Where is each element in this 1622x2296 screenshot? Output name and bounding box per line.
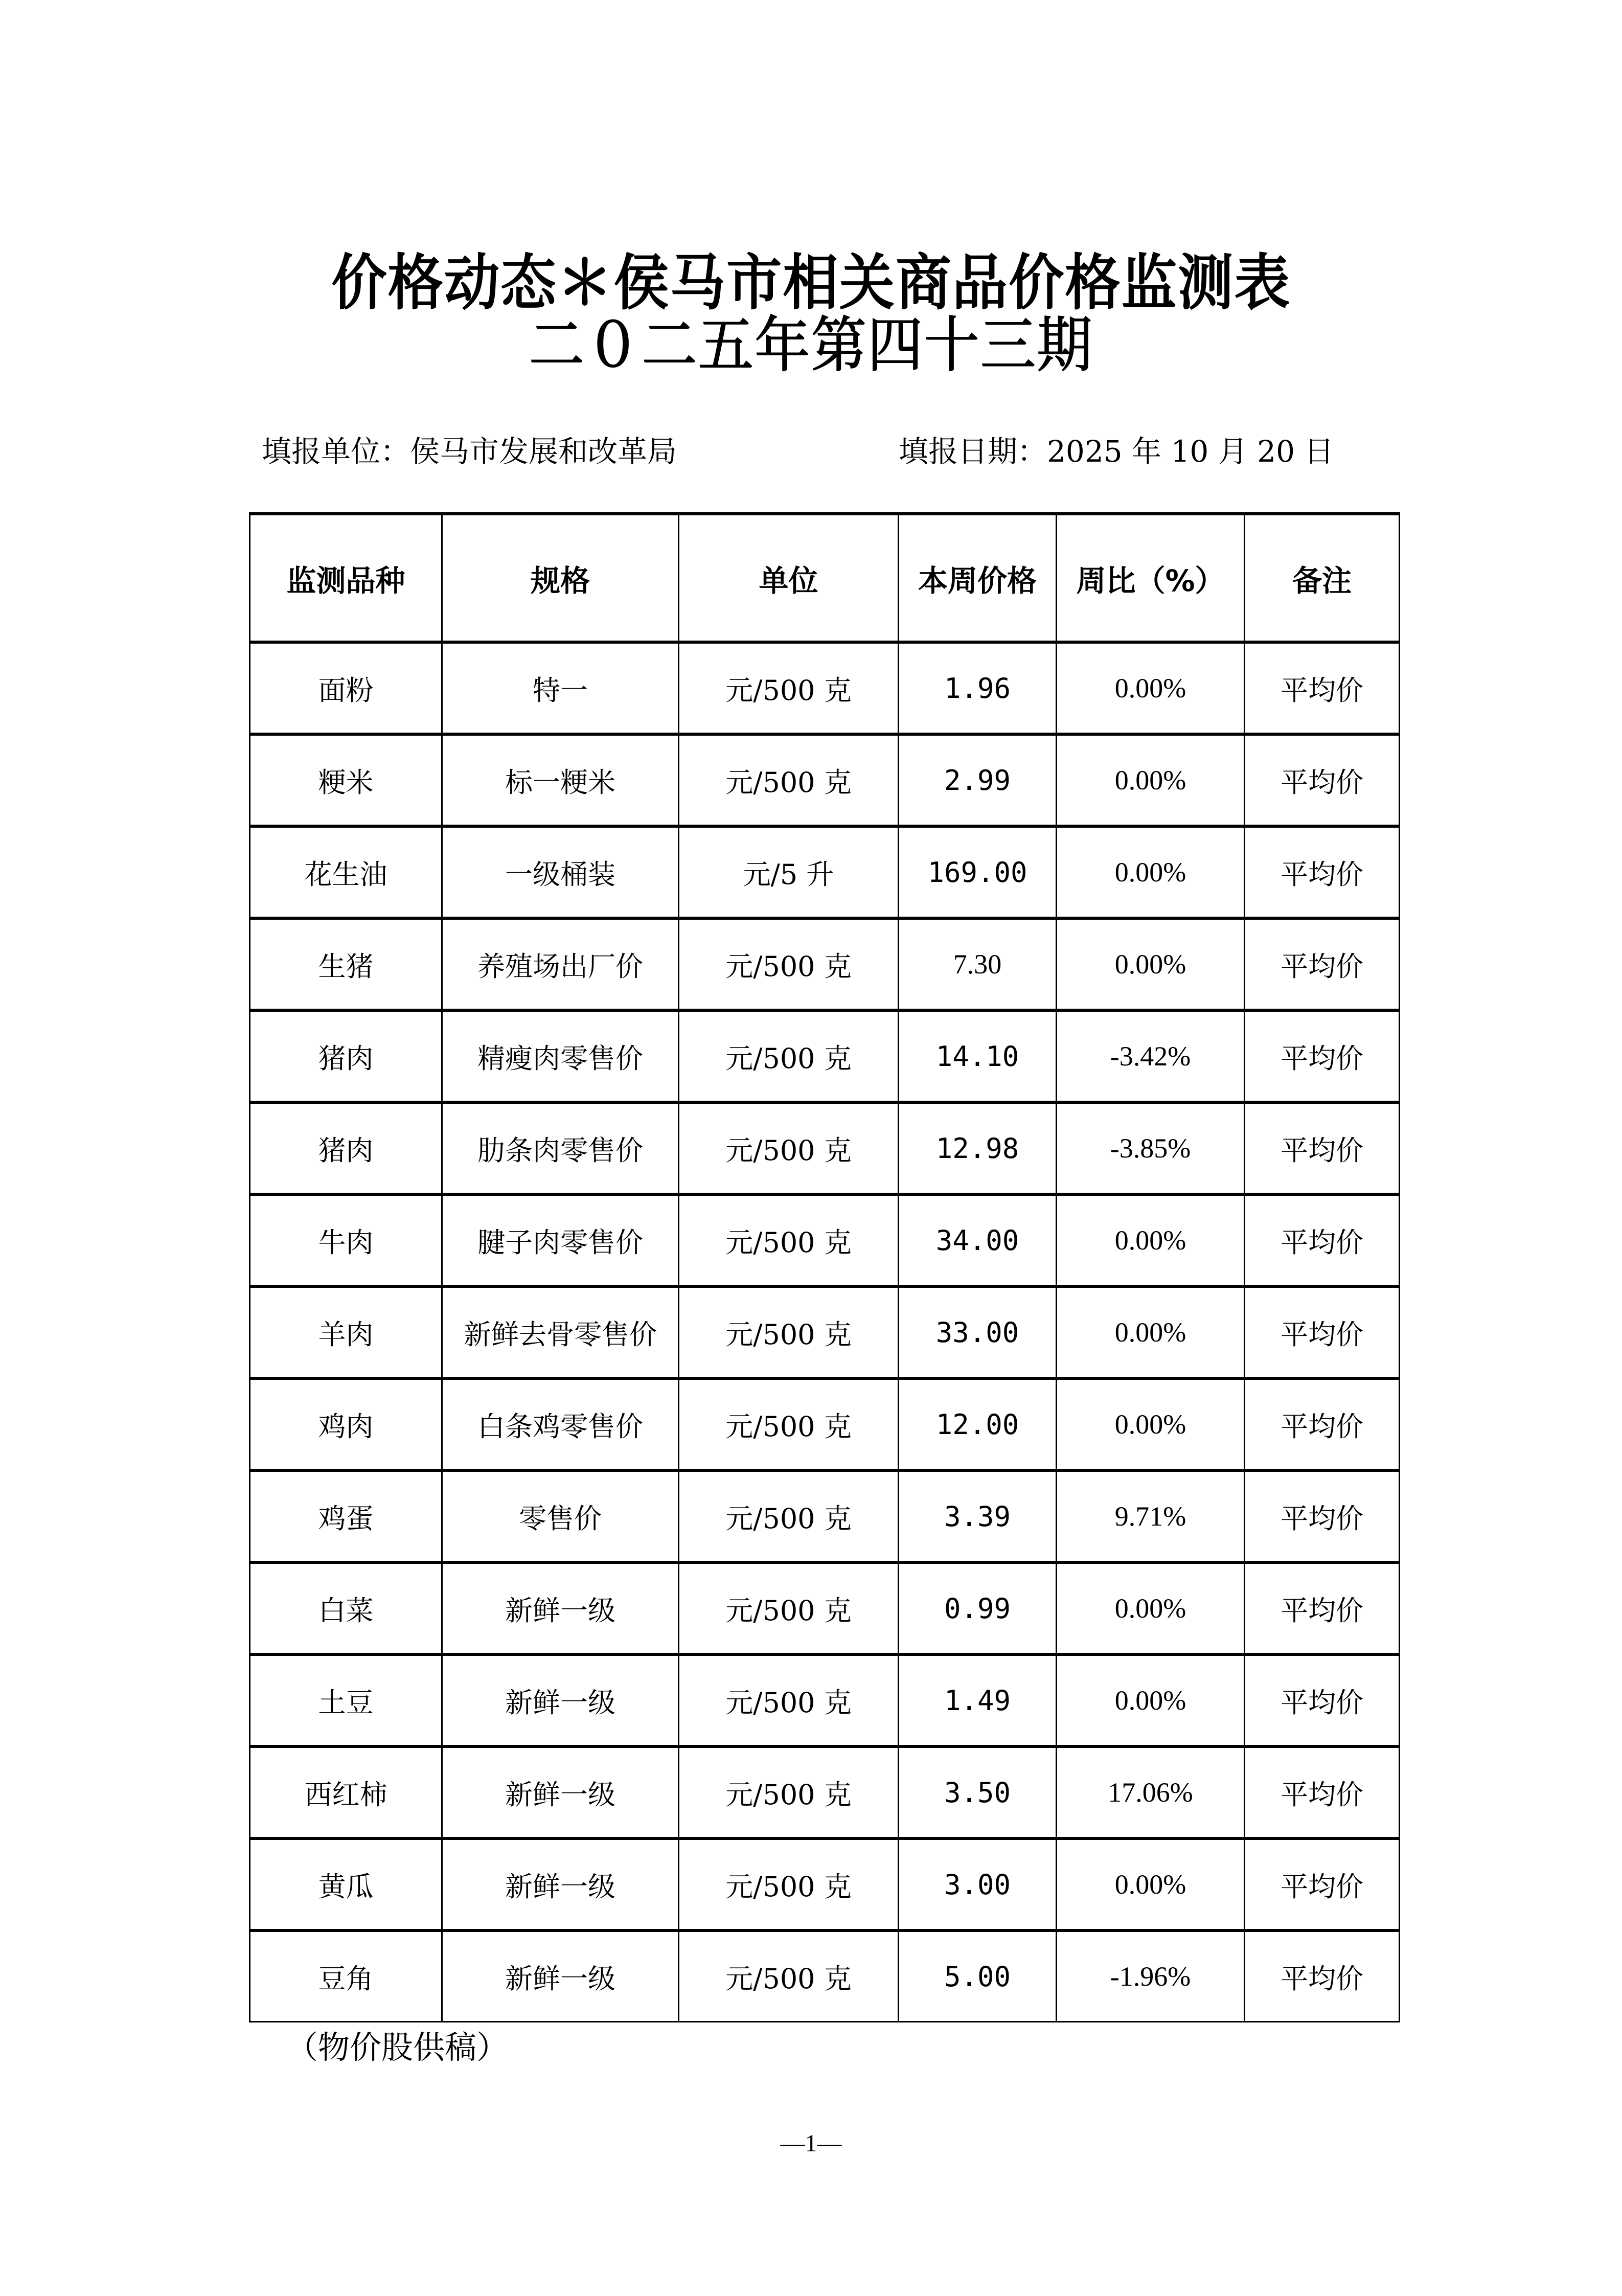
- issue-number: 二０二五年第四十三期: [529, 310, 1093, 380]
- cell-item: 粳米: [250, 734, 442, 826]
- cell-unit: 元/500 克: [679, 1562, 899, 1654]
- table-row: [250, 918, 1400, 1010]
- reporting-date-label: 填报日期：: [899, 434, 1047, 469]
- cell-item: 猪肉: [250, 1010, 442, 1102]
- cell-unit: 元/500 克: [679, 1746, 899, 1838]
- cell-unit: 元/500 克: [679, 1010, 899, 1102]
- cell-wow: -1.96%: [1057, 1930, 1245, 2022]
- cell-wow: 0.00%: [1057, 1838, 1245, 1930]
- cell-wow: 0.00%: [1057, 1194, 1245, 1286]
- cell-wow: 0.00%: [1057, 642, 1245, 734]
- cell-wow: 0.00%: [1057, 826, 1245, 918]
- cell-note: 平均价: [1245, 1562, 1400, 1654]
- table-row: [250, 1194, 1400, 1286]
- header-price: 本周价格: [899, 514, 1057, 642]
- cell-unit: 元/500 克: [679, 1470, 899, 1562]
- cell-price: 2.99: [899, 734, 1057, 826]
- cell-spec: 特一: [442, 642, 679, 734]
- cell-unit: 元/500 克: [679, 734, 899, 826]
- cell-spec: 白条鸡零售价: [442, 1378, 679, 1470]
- cell-item: 猪肉: [250, 1102, 442, 1194]
- cell-spec: 标一粳米: [442, 734, 679, 826]
- cell-wow: 9.71%: [1057, 1470, 1245, 1562]
- cell-wow: -3.42%: [1057, 1010, 1245, 1102]
- cell-price: 169.00: [899, 826, 1057, 918]
- cell-unit: 元/500 克: [679, 1102, 899, 1194]
- cell-unit: 元/500 克: [679, 1838, 899, 1930]
- cell-unit: 元/500 克: [679, 1654, 899, 1746]
- cell-note: 平均价: [1245, 1102, 1400, 1194]
- cell-price: 34.00: [899, 1194, 1057, 1286]
- cell-wow: 17.06%: [1057, 1746, 1245, 1838]
- cell-note: 平均价: [1245, 1286, 1400, 1378]
- cell-note: 平均价: [1245, 734, 1400, 826]
- table-row: [250, 1470, 1400, 1562]
- cell-wow: 0.00%: [1057, 1654, 1245, 1746]
- cell-price: 12.98: [899, 1102, 1057, 1194]
- cell-unit: 元/5 升: [679, 826, 899, 918]
- reporting-date: [899, 434, 1334, 469]
- table-row: [250, 1378, 1400, 1470]
- cell-item: 鸡肉: [250, 1378, 442, 1470]
- cell-item: 豆角: [250, 1930, 442, 2022]
- reporting-date-value: 2025 年 10 月 20 日: [1047, 434, 1334, 469]
- cell-price: 3.50: [899, 1746, 1057, 1838]
- header-note: 备注: [1245, 514, 1400, 642]
- reporting-unit: [262, 434, 677, 469]
- cell-unit: 元/500 克: [679, 1286, 899, 1378]
- cell-unit: 元/500 克: [679, 918, 899, 1010]
- cell-note: 平均价: [1245, 1746, 1400, 1838]
- cell-unit: 元/500 克: [679, 642, 899, 734]
- cell-spec: 肋条肉零售价: [442, 1102, 679, 1194]
- table-row: [250, 734, 1400, 826]
- cell-unit: 元/500 克: [679, 1194, 899, 1286]
- cell-note: 平均价: [1245, 1930, 1400, 2022]
- cell-note: 平均价: [1245, 642, 1400, 734]
- reporting-unit-label: 填报单位：: [262, 434, 410, 469]
- cell-spec: 新鲜一级: [442, 1562, 679, 1654]
- table-row: [250, 1838, 1400, 1930]
- table-header-row: [250, 514, 1400, 642]
- table-row: [250, 1562, 1400, 1654]
- cell-spec: 新鲜一级: [442, 1838, 679, 1930]
- cell-note: 平均价: [1245, 1838, 1400, 1930]
- cell-spec: 精瘦肉零售价: [442, 1010, 679, 1102]
- document-title: 价格动态＊侯马市相关商品价格监测表: [331, 247, 1291, 318]
- cell-spec: 新鲜一级: [442, 1746, 679, 1838]
- cell-wow: 0.00%: [1057, 1286, 1245, 1378]
- cell-spec: 新鲜一级: [442, 1930, 679, 2022]
- cell-item: 土豆: [250, 1654, 442, 1746]
- cell-price: 0.99: [899, 1562, 1057, 1654]
- cell-spec: 零售价: [442, 1470, 679, 1562]
- table-row: [250, 826, 1400, 918]
- cell-price: 14.10: [899, 1010, 1057, 1102]
- cell-wow: 0.00%: [1057, 734, 1245, 826]
- header-item: 监测品种: [250, 514, 442, 642]
- cell-price: 33.00: [899, 1286, 1057, 1378]
- cell-price: 5.00: [899, 1930, 1057, 2022]
- source-footnote: （物价股供稿）: [286, 2029, 509, 2066]
- cell-note: 平均价: [1245, 826, 1400, 918]
- cell-spec: 新鲜一级: [442, 1654, 679, 1746]
- header-spec: 规格: [442, 514, 679, 642]
- cell-note: 平均价: [1245, 1194, 1400, 1286]
- cell-wow: 0.00%: [1057, 1378, 1245, 1470]
- table-row: [250, 1010, 1400, 1102]
- cell-item: 鸡蛋: [250, 1470, 442, 1562]
- cell-item: 牛肉: [250, 1194, 442, 1286]
- table-row: [250, 1746, 1400, 1838]
- cell-wow: 0.00%: [1057, 918, 1245, 1010]
- cell-note: 平均价: [1245, 1654, 1400, 1746]
- cell-price: 1.96: [899, 642, 1057, 734]
- cell-item: 面粉: [250, 642, 442, 734]
- cell-spec: 新鲜去骨零售价: [442, 1286, 679, 1378]
- cell-price: 3.39: [899, 1470, 1057, 1562]
- table-row: [250, 642, 1400, 734]
- cell-note: 平均价: [1245, 1378, 1400, 1470]
- table-row: [250, 1930, 1400, 2022]
- cell-unit: 元/500 克: [679, 1930, 899, 2022]
- cell-note: 平均价: [1245, 1470, 1400, 1562]
- cell-wow: 0.00%: [1057, 1562, 1245, 1654]
- cell-price: 12.00: [899, 1378, 1057, 1470]
- cell-item: 花生油: [250, 826, 442, 918]
- cell-item: 西红柿: [250, 1746, 442, 1838]
- header-unit: 单位: [679, 514, 899, 642]
- price-monitoring-table: [249, 512, 1400, 2022]
- cell-spec: 养殖场出厂价: [442, 918, 679, 1010]
- table-row: [250, 1102, 1400, 1194]
- cell-price: 3.00: [899, 1838, 1057, 1930]
- header-wow: 周比（%）: [1057, 514, 1245, 642]
- cell-spec: 一级桶装: [442, 826, 679, 918]
- cell-price: 7.30: [899, 918, 1057, 1010]
- cell-spec: 腱子肉零售价: [442, 1194, 679, 1286]
- cell-wow: -3.85%: [1057, 1102, 1245, 1194]
- cell-note: 平均价: [1245, 1010, 1400, 1102]
- reporting-unit-value: 侯马市发展和改革局: [410, 434, 677, 469]
- page-number: —1—: [780, 2130, 842, 2157]
- cell-item: 生猪: [250, 918, 442, 1010]
- cell-unit: 元/500 克: [679, 1378, 899, 1470]
- cell-note: 平均价: [1245, 918, 1400, 1010]
- cell-price: 1.49: [899, 1654, 1057, 1746]
- cell-item: 白菜: [250, 1562, 442, 1654]
- cell-item: 黄瓜: [250, 1838, 442, 1930]
- table-row: [250, 1286, 1400, 1378]
- cell-item: 羊肉: [250, 1286, 442, 1378]
- table-row: [250, 1654, 1400, 1746]
